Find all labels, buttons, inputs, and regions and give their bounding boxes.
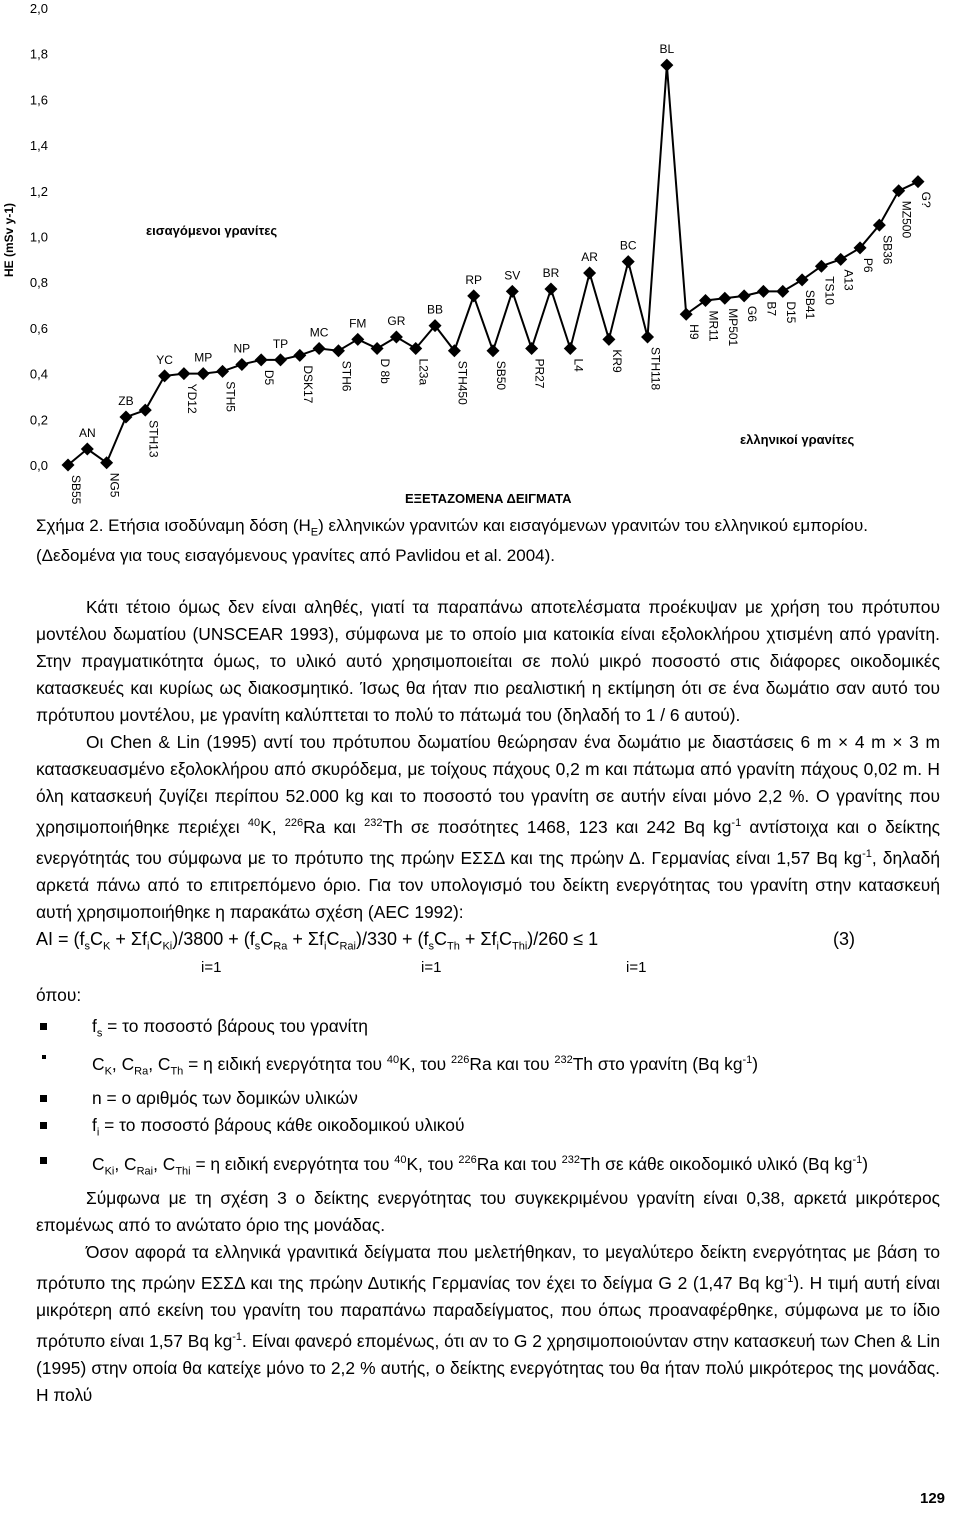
definition-item: $C_{Ki}$, $C_{Rai}$, $C_{Thi} = \eta$ ειδική ενεργότητα του $^{40}$K, του $^{226}$Ra και του $^{232}$Th σε κάθε οικοδομικό υλικό (Bq $kg^{-1}$)	[36, 1147, 940, 1185]
data-point-label: BB	[427, 302, 444, 317]
data-point-marker	[622, 255, 635, 268]
data-point-label: SV	[504, 268, 521, 283]
data-point-label: B7	[764, 301, 779, 317]
definition-item: n = ο αριθμός των δομικών υλικών	[36, 1085, 940, 1112]
data-point-marker	[602, 333, 615, 346]
data-point-marker	[197, 367, 210, 380]
data-point-label: SB41	[803, 289, 818, 320]
data-point-marker	[255, 353, 268, 366]
data-point-marker	[139, 404, 152, 417]
data-point-marker	[738, 289, 751, 302]
definition-item: $C_K$, $C_{Ra}$, $C_{Th} = \eta$ ειδική ενεργότητα του $^{40}$K, του $^{226}$Ra και του $^{232}$Th στο γρανίτη (Bq $kg^{-1}$)	[36, 1047, 940, 1085]
bullet-icon	[42, 1055, 46, 1059]
data-point-marker	[390, 331, 403, 344]
data-point-label: ZB	[118, 394, 134, 409]
y-axis-ticks	[30, 1, 48, 473]
data-point-label: STH450	[455, 360, 470, 405]
data-point-label: TP	[272, 336, 289, 351]
data-point-label: STH13	[146, 420, 161, 458]
paragraph-2	[36, 729, 940, 926]
data-point-marker	[757, 285, 770, 298]
data-point-label: SB36	[880, 235, 895, 265]
data-point-marker	[912, 175, 925, 188]
data-point-label: MC	[309, 325, 329, 340]
where-label: όπου:	[36, 984, 82, 1005]
caption-sub: E	[310, 526, 319, 539]
sum-limit: i=1	[626, 958, 647, 976]
p2-sup: -1	[731, 817, 742, 829]
data-point-label: YD12	[184, 383, 199, 414]
data-point-marker	[293, 349, 306, 362]
data-point-marker	[544, 283, 557, 296]
data-point-marker	[506, 285, 519, 298]
data-point-label: BC	[619, 238, 637, 253]
data-point-marker	[467, 289, 480, 302]
data-point-marker	[641, 331, 654, 344]
data-point-label: AN	[78, 426, 96, 441]
data-point-label: A13	[841, 269, 856, 291]
definition-item: $f_s = \tau o$ ποσοστό βάρους του γρανίτη	[36, 1013, 940, 1047]
data-point-marker	[815, 260, 828, 273]
data-point-label: D5	[262, 369, 277, 386]
paragraph-3: Σύμφωνα με τη σχέση 3 ο δείκτης ενεργότητας του συγκεκριμένου γρανίτη είναι 0,38, αρκετά μικρότερος επομένως από το ανώτατο όριο της μονάδας.	[36, 1188, 940, 1236]
data-point-marker	[235, 358, 248, 371]
x-axis-label: ΕΞΕΤΑΖΟΜΕΝΑ ΔΕΙΓΜΑΤΑ	[405, 491, 572, 506]
data-point-label: G?	[919, 191, 933, 208]
data-point-label: MR11	[706, 310, 721, 342]
data-point-marker	[274, 353, 287, 366]
data-point-label: MZ500	[899, 200, 914, 239]
p2-text: , δηλαδή αρκετά πάνω από το επιτρεπόμενο όριο. Για τον υπολογισμό του δείκτη ενεργότητας του γρανίτη στην κατασκευή αυτή χρησιμοποιήθηκε η παρακάτω σχέση (AEC 1992):	[36, 847, 940, 922]
data-point-marker	[776, 285, 789, 298]
p2-text: Οι Chen & Lin (1995) αντί του πρότυπου δωματίου θεώρησαν ένα δωμάτιο με διαστάσεις 6 m × 4 m × 3 m κατασκευασμένο εξολοκλήρου από σκυρόδεμα, με τοίχους πάχους 0,2 m και πάτωμα από γρανίτη πάχους 0,02 m. Η όλη κατασκευή ζυγίζει περίπου 52.000 kg και το ποσοστό του γρανίτη σε αυτήν είναι μόνο 2,2 %. Ο γρανίτης που χρησιμοποιήθηκε περιέχει	[36, 732, 940, 837]
data-point-label: SB50	[494, 360, 508, 391]
data-point-label: STH6	[339, 360, 354, 392]
data-point-marker	[892, 184, 905, 197]
data-point-label: BR	[542, 266, 560, 281]
definition-item: $f_i = \tau o$ ποσοστό βάρους κάθε οικοδομικού υλικού	[36, 1112, 940, 1146]
data-point-marker	[583, 267, 596, 280]
data-point-marker	[371, 342, 384, 355]
y-tick-label: 0,6	[29, 320, 48, 336]
data-point-marker	[332, 344, 345, 357]
p4-text: ). Η τιμή αυτή είναι μικρότερη από εκείνη του γρανίτη του παραπάνω παραδείγματος, που όπως προαναφέρθηκε, σύμφωνα με το ίδιο πρότυπο είναι 1,57 Bq kg	[36, 1272, 940, 1351]
p2-text: Th σε ποσότητες 1468, 123 και 242 Bq kg	[382, 816, 732, 837]
data-point-label: MP501	[725, 308, 740, 347]
data-point-marker	[680, 308, 693, 321]
y-tick-label: 1,2	[29, 183, 48, 199]
article-body	[36, 594, 940, 1409]
data-point-marker	[158, 369, 171, 382]
greek-granites-label: ελληνικοί γρανίτες	[740, 432, 855, 447]
data-point-marker	[216, 365, 229, 378]
p2-text: Ra και	[303, 816, 365, 837]
p4-text: Όσον αφορά τα ελληνικά γρανιτικά δείγματα που μελετήθηκαν, το μεγαλύτερο δείκτη ενεργότητας με βάση το πρότυπο της πρώην ΕΣΣΔ και της πρώην Δυτικής Γερμανίας τον έχει το δείγμα G 2 (1,47 Bq kg	[36, 1242, 940, 1293]
p2-text: K,	[260, 816, 285, 837]
data-point-marker	[834, 253, 847, 266]
y-tick-label: 0,0	[29, 458, 48, 473]
bullet-icon	[40, 1157, 47, 1164]
figure-caption	[36, 514, 940, 568]
p4-sup: -1	[232, 1330, 243, 1343]
p4-text: . Είναι φανερό επομένως, ότι αν το G 2 χρησιμοποιούνταν στην κατασκευή των Chen & Lin (1995) στην οποία θα κατείχε μόνο το 2,2 % αυτής, ο δείκτης ενεργότητας του θα ήταν πολύ μικρότερος της μονάδας. Η πολύ	[36, 1330, 940, 1405]
formula-expression: AI = $(f_sC_K + \Sigma f_iC_{Ki})/3800 + (f_sC_{Ra} + \Sigma f_iC_{Rai})/330 + (f_sC_{Th} + \Sigma f_iC_{Thi})/260 \le 1$	[36, 928, 599, 953]
y-tick-label: 0,4	[29, 366, 48, 382]
data-point-label: AR	[581, 250, 598, 265]
definitions-list	[36, 1013, 940, 1185]
paragraph-4	[36, 1239, 940, 1409]
y-axis-label: HE (mSv y-1)	[2, 202, 16, 278]
data-point-label: D15	[783, 301, 798, 324]
data-point-label: H9	[687, 324, 702, 340]
p2-sup: 226	[284, 817, 304, 829]
formula-number: (3)	[833, 928, 855, 949]
dose-chart	[0, 0, 960, 512]
y-tick-label: 1,8	[29, 46, 48, 62]
data-point-label: DSK17	[300, 365, 315, 404]
data-point-marker	[119, 411, 132, 424]
p2-text: αντίστοιχα και ο δείκτης ενεργότητάς του σύμφωνα με το πρότυπο της πρώην ΕΣΣΔ και της πρώην Δ. Γερμανίας είναι 1,57 Bq kg	[36, 816, 941, 868]
sum-limit: i=1	[201, 958, 222, 976]
data-point-label: STH118	[648, 347, 663, 391]
caption-text-rest: ) ελληνικών γρανιτών και εισαγόμενων γρανιτών του ελληνικού εμπορίου. (Δεδομένα για τους εισαγόμενους γρανίτες από Pavlidou et al. 2004).	[36, 516, 868, 566]
data-point-label: TS10	[822, 276, 837, 305]
data-point-marker	[718, 292, 731, 305]
data-point-label: YC	[156, 352, 173, 367]
data-point-marker	[351, 333, 364, 346]
p2-sup: 40	[247, 817, 261, 829]
data-point-label: SB55	[69, 475, 83, 505]
data-point-marker	[564, 342, 577, 355]
bullet-icon	[40, 1122, 47, 1129]
y-tick-label: 0,2	[29, 412, 48, 428]
data-point-label: BL	[659, 42, 675, 57]
y-tick-label: 2,0	[29, 1, 48, 16]
data-point-label: NP	[233, 341, 251, 356]
data-point-marker	[487, 344, 500, 357]
data-point-label: RP	[465, 272, 483, 287]
data-point-label: STH5	[223, 381, 238, 413]
paragraph-1: Κάτι τέτοιο όμως δεν είναι αληθές, γιατί τα παραπάνω αποτελέσματα προέκυψαν με χρήση του πρότυπου μοντέλου δωματίου (UNSCEAR 1993), σύμφωνα με το οποίο μια κατοικία είναι εξολοκλήρου χτισμένη από γρανίτη. Στην πραγματικότητα όμως, το υλικό αυτό χρησιμοποιείται σε πολύ μικρό ποσοστό στις διάφορες οικοδομικές κατασκευές και κυρίως ως διακοσμητικό. Ίσως θα ήταν πιο ρεαλιστική η εκτίμηση ότι σε ένα δωμάτιο σαν αυτό του πρότυπου μοντέλου, με γρανίτη καλύπτεται το πολύ το πάτωμά του (δηλαδή το 1 / 6 αυτού).	[36, 597, 940, 725]
bullet-icon	[40, 1095, 47, 1102]
formula-3	[36, 926, 940, 980]
p4-sup: -1	[783, 1273, 794, 1286]
data-point-marker	[100, 456, 113, 469]
data-point-label: G6	[745, 305, 760, 322]
y-tick-label: 1,4	[29, 138, 48, 154]
data-point-marker	[699, 294, 712, 307]
data-point-label: L4	[571, 358, 586, 372]
data-point-label: KR9	[609, 349, 624, 373]
data-point-marker	[796, 273, 809, 286]
data-point-label: D 8b	[378, 358, 393, 384]
data-point-label: FM	[349, 316, 367, 331]
p2-sup: 232	[364, 817, 383, 829]
y-tick-label: 1,6	[29, 92, 48, 108]
data-point-marker	[660, 59, 673, 72]
data-point-label: P6	[861, 257, 876, 273]
data-point-label: MP	[194, 350, 213, 365]
sum-limit: i=1	[421, 958, 442, 976]
imported-granites-label: εισαγόμενοι γρανίτες	[146, 223, 278, 238]
caption-text: Σχήμα 2. Ετήσια ισοδύναμη δόση (H	[36, 516, 311, 535]
y-tick-label: 0,8	[29, 275, 48, 291]
y-tick-label: 1,0	[29, 229, 48, 245]
bullet-icon	[40, 1023, 47, 1030]
data-point-marker	[177, 367, 190, 380]
data-point-label: NG5	[107, 472, 122, 498]
data-point-label: L23a	[416, 358, 431, 386]
data-point-marker	[525, 342, 538, 355]
p2-sup: -1	[862, 847, 872, 860]
data-point-label: PR27	[532, 358, 547, 389]
data-point-label: GR	[387, 314, 406, 329]
page-number: 129	[920, 1490, 946, 1507]
data-point-marker	[313, 342, 326, 355]
